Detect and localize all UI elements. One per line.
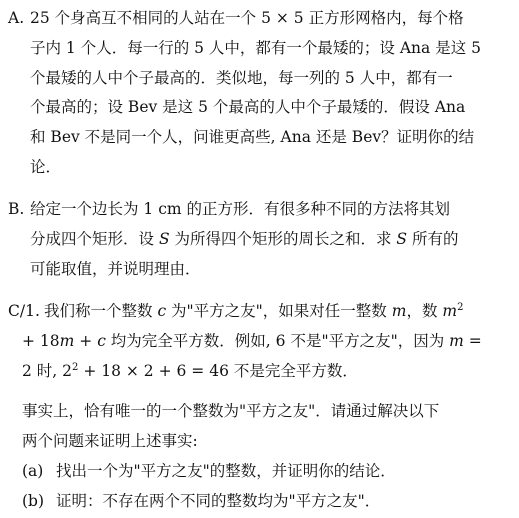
problem-c1-line-1: 我们称一个整数 c 为"平方之友"，如果对任一整数 m，数 $m^2$ (44, 302, 464, 320)
problem-c1-line-3: 2 时, $2^2 + 18 \times 2 + 6 = 46$ 不是完全平方数． (22, 362, 358, 380)
subpart-a-label: (a) (22, 462, 44, 480)
subpart-b-label: (b) (22, 492, 45, 510)
problem-a-label: A. (8, 9, 25, 27)
problem-a-line-5: 和 Bev 不是同一个人，问谁更高些, Ana 还是 Bev？证明你的结 (30, 128, 475, 146)
problem-b-line-3: 可能取值，并说明理由． (30, 260, 201, 278)
problem-a-line-3: 个最矮的人中个子最高的．类似地，每一列的 5 人中，都有一 (30, 69, 453, 87)
subpart-a-text: 找出一个为"平方之友"的整数，并证明你的结论． (56, 462, 396, 480)
problem-b-label: B. (8, 200, 25, 218)
subpart-b-text: 证明：不存在两个不同的整数均为"平方之友"． (56, 492, 381, 510)
problem-a-line-2: 子内 1 个人．每一行的 5 人中，都有一个最矮的；设 Ana 是这 5 (30, 39, 481, 57)
problem-b-line-1: 给定一个边长为 1 cm 的正方形．有很多种不同的方法将其划 (30, 200, 451, 218)
problem-c1-line-2: + 18m + c 均为完全平方数．例如, 6 不是"平方之友"，因为 m = (22, 332, 482, 350)
problem-c1-line-5: 两个问题来证明上述事实: (22, 432, 198, 450)
problem-c1-label: C/1. (8, 302, 40, 320)
problem-a-line-4: 个最高的；设 Bev 是这 5 个最高的人中个子最矮的．假设 Ana (30, 98, 466, 116)
problem-a-line-6: 论． (30, 158, 62, 176)
problem-a-line-1: 25 个身高互不相同的人站在一个 5 × 5 正方形网格内，每个格 (30, 9, 464, 27)
problem-b-line-2: 分成四个矩形．设 S 为所得四个矩形的周长之和．求 S 所有的 (30, 230, 459, 248)
problem-c1-line-4: 事实上，恰有唯一的一个整数为"平方之友"．请通过解决以下 (22, 402, 440, 420)
